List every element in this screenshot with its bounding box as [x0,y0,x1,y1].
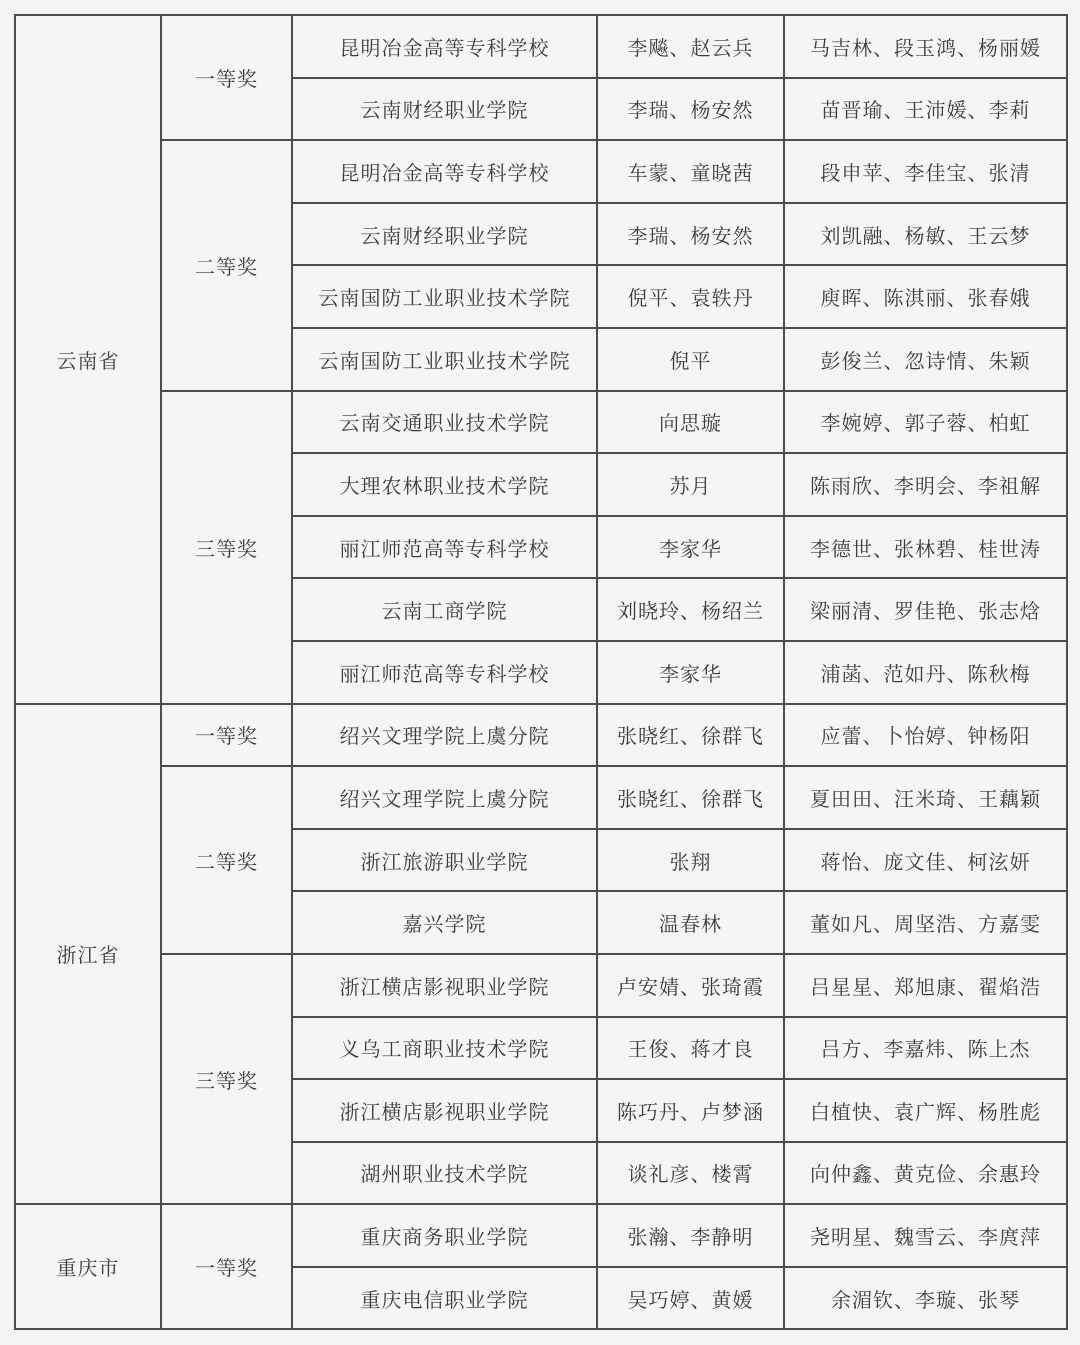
table-row [15,766,1067,829]
students-cell: 余湄钦、李璇、张琴 [784,1267,1067,1330]
teachers-cell: 张晓红、徐群飞 [597,704,784,767]
school-cell: 云南工商学院 [292,578,597,641]
province-cell: 云南省 [15,15,161,704]
school-cell: 绍兴文理学院上虞分院 [292,766,597,829]
teachers-cell: 李家华 [597,641,784,704]
award-level-cell: 一等奖 [161,15,292,140]
table-row [15,140,1067,203]
table-row [15,954,1067,1017]
school-cell: 浙江横店影视职业学院 [292,954,597,1017]
students-cell: 马吉林、段玉鸿、杨丽媛 [784,15,1067,78]
teachers-cell: 张翔 [597,829,784,892]
students-cell: 应蕾、卜怡婷、钟杨阳 [784,704,1067,767]
school-cell: 云南财经职业学院 [292,78,597,141]
award-level-cell: 一等奖 [161,704,292,767]
table-row [15,391,1067,454]
school-cell: 云南国防工业职业技术学院 [292,265,597,328]
students-cell: 刘凯融、杨敏、王云梦 [784,203,1067,266]
table-row [15,1204,1067,1267]
teachers-cell: 谈礼彦、楼霄 [597,1142,784,1205]
students-cell: 李婉婷、郭子蓉、柏虹 [784,391,1067,454]
school-cell: 嘉兴学院 [292,891,597,954]
teachers-cell: 李瑞、杨安然 [597,78,784,141]
award-level-cell: 二等奖 [161,766,292,954]
school-cell: 义乌工商职业技术学院 [292,1017,597,1080]
school-cell: 昆明冶金高等专科学校 [292,15,597,78]
school-cell: 云南交通职业技术学院 [292,391,597,454]
table-row [15,704,1067,767]
students-cell: 段申苹、李佳宝、张清 [784,140,1067,203]
teachers-cell: 刘晓玲、杨绍兰 [597,578,784,641]
teachers-cell: 李家华 [597,516,784,579]
students-cell: 庾晖、陈淇丽、张春娥 [784,265,1067,328]
students-cell: 苗晋瑜、王沛媛、李莉 [784,78,1067,141]
teachers-cell: 吴巧婷、黄媛 [597,1267,784,1330]
teachers-cell: 苏月 [597,453,784,516]
students-cell: 夏田田、汪米琦、王藕颖 [784,766,1067,829]
students-cell: 吕方、李嘉炜、陈上杰 [784,1017,1067,1080]
school-cell: 绍兴文理学院上虞分院 [292,704,597,767]
students-cell: 李德世、张林碧、桂世涛 [784,516,1067,579]
school-cell: 丽江师范高等专科学校 [292,641,597,704]
teachers-cell: 李瑞、杨安然 [597,203,784,266]
students-cell: 董如凡、周坚浩、方嘉雯 [784,891,1067,954]
school-cell: 浙江横店影视职业学院 [292,1079,597,1142]
school-cell: 浙江旅游职业学院 [292,829,597,892]
teachers-cell: 倪平、袁轶丹 [597,265,784,328]
table-row [15,15,1067,78]
award-table [14,14,1068,1330]
teachers-cell: 陈巧丹、卢梦涵 [597,1079,784,1142]
students-cell: 彭俊兰、忽诗情、朱颖 [784,328,1067,391]
students-cell: 向仲鑫、黄克俭、余惠玲 [784,1142,1067,1205]
teachers-cell: 倪平 [597,328,784,391]
table-body [15,15,1067,1329]
award-level-cell: 一等奖 [161,1204,292,1329]
award-level-cell: 二等奖 [161,140,292,390]
school-cell: 重庆商务职业学院 [292,1204,597,1267]
award-level-cell: 三等奖 [161,391,292,704]
school-cell: 大理农林职业技术学院 [292,453,597,516]
students-cell: 浦菡、范如丹、陈秋梅 [784,641,1067,704]
students-cell: 吕星星、郑旭康、翟焰浩 [784,954,1067,1017]
teachers-cell: 张瀚、李静明 [597,1204,784,1267]
students-cell: 尧明星、魏雪云、李庹萍 [784,1204,1067,1267]
school-cell: 云南财经职业学院 [292,203,597,266]
school-cell: 湖州职业技术学院 [292,1142,597,1205]
teachers-cell: 向思璇 [597,391,784,454]
school-cell: 云南国防工业职业技术学院 [292,328,597,391]
students-cell: 梁丽清、罗佳艳、张志焓 [784,578,1067,641]
teachers-cell: 卢安婧、张琦霞 [597,954,784,1017]
teachers-cell: 王俊、蒋才良 [597,1017,784,1080]
teachers-cell: 张晓红、徐群飞 [597,766,784,829]
students-cell: 陈雨欣、李明会、李祖解 [784,453,1067,516]
school-cell: 重庆电信职业学院 [292,1267,597,1330]
award-level-cell: 三等奖 [161,954,292,1204]
teachers-cell: 李飚、赵云兵 [597,15,784,78]
province-cell: 重庆市 [15,1204,161,1329]
school-cell: 丽江师范高等专科学校 [292,516,597,579]
school-cell: 昆明冶金高等专科学校 [292,140,597,203]
students-cell: 白植快、袁广辉、杨胜彪 [784,1079,1067,1142]
province-cell: 浙江省 [15,704,161,1205]
students-cell: 蒋怡、庞文佳、柯泫妍 [784,829,1067,892]
teachers-cell: 车蒙、童晓茜 [597,140,784,203]
teachers-cell: 温春林 [597,891,784,954]
